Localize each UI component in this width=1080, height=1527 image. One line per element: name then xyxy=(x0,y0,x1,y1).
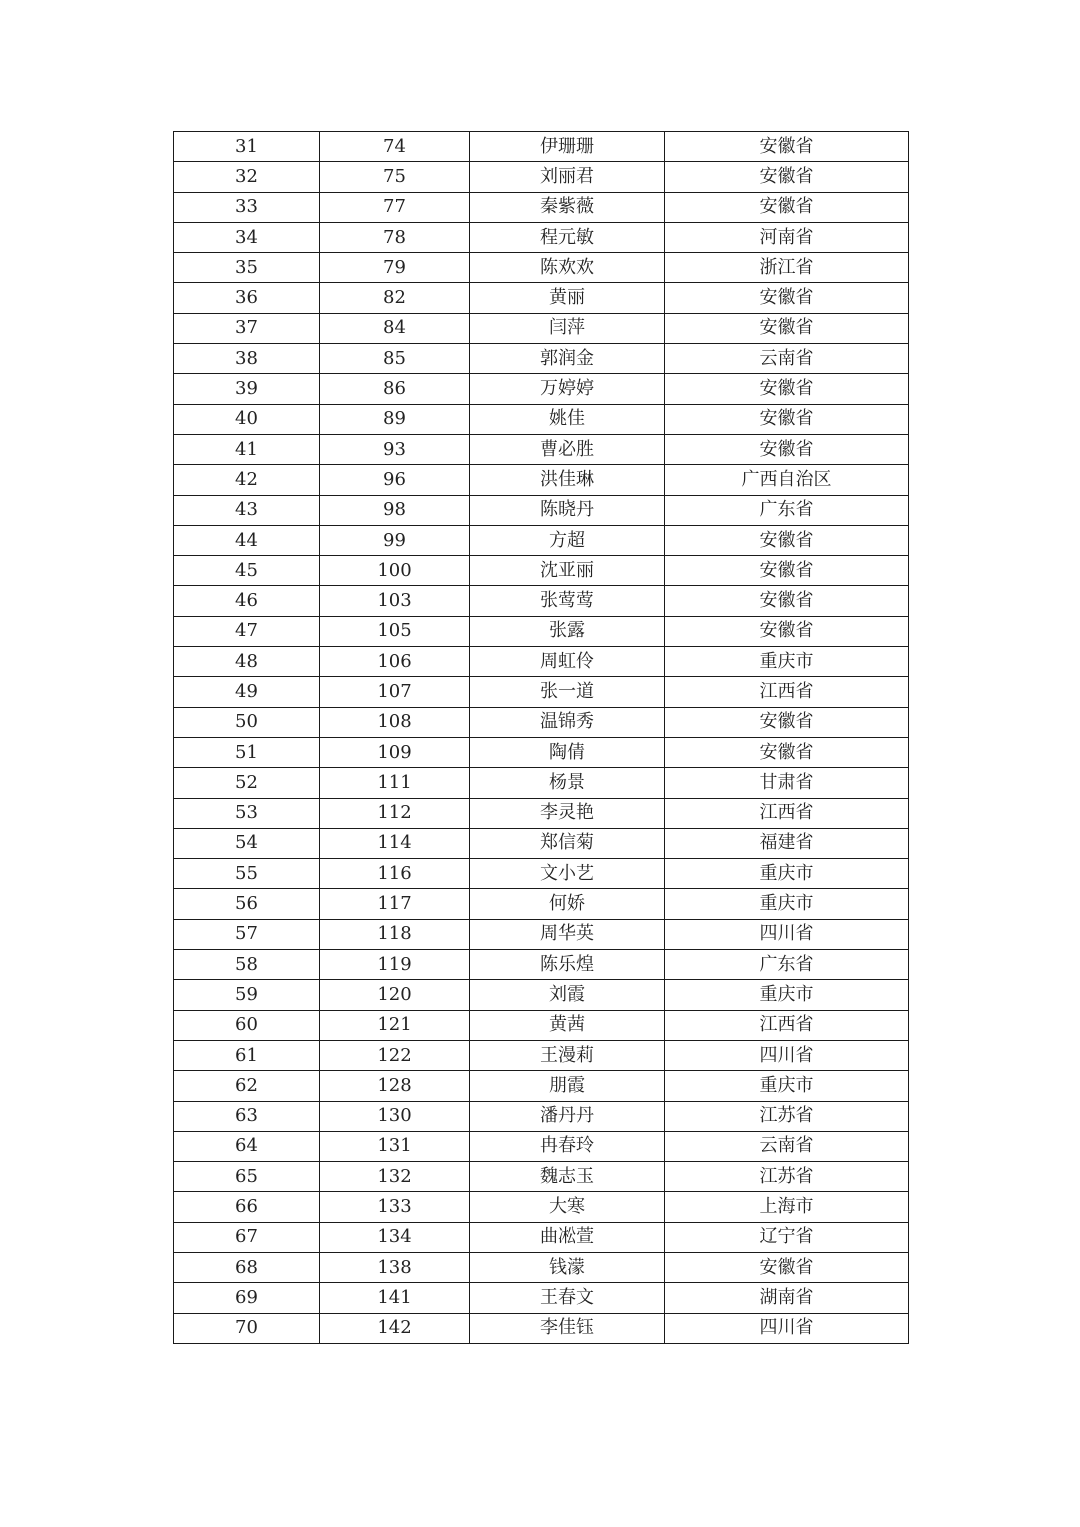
row-name-cell: 郑信菊 xyxy=(470,828,665,858)
table-row xyxy=(174,1101,909,1131)
row-name-cell: 温锦秀 xyxy=(470,707,665,737)
row-number-cell: 108 xyxy=(320,707,470,737)
row-seq-cell: 56 xyxy=(174,889,320,919)
table-row xyxy=(174,374,909,404)
row-seq-cell: 37 xyxy=(174,313,320,343)
row-number-cell: 141 xyxy=(320,1283,470,1313)
row-name-cell: 潘丹丹 xyxy=(470,1101,665,1131)
row-seq-cell: 58 xyxy=(174,950,320,980)
row-number-cell: 109 xyxy=(320,737,470,767)
row-seq-cell: 48 xyxy=(174,647,320,677)
row-number-cell: 98 xyxy=(320,495,470,525)
row-region-cell: 甘肃省 xyxy=(665,768,909,798)
row-name-cell: 郭润金 xyxy=(470,344,665,374)
table-row xyxy=(174,1071,909,1101)
row-name-cell: 大寒 xyxy=(470,1192,665,1222)
row-name-cell: 张露 xyxy=(470,616,665,646)
row-seq-cell: 59 xyxy=(174,980,320,1010)
row-seq-cell: 63 xyxy=(174,1101,320,1131)
row-number-cell: 86 xyxy=(320,374,470,404)
row-number-cell: 119 xyxy=(320,950,470,980)
row-region-cell: 安徽省 xyxy=(665,374,909,404)
row-number-cell: 133 xyxy=(320,1192,470,1222)
row-number-cell: 134 xyxy=(320,1222,470,1252)
row-seq-cell: 31 xyxy=(174,132,320,162)
row-name-cell: 王春文 xyxy=(470,1283,665,1313)
row-name-cell: 曲凇萱 xyxy=(470,1222,665,1252)
row-number-cell: 93 xyxy=(320,434,470,464)
row-seq-cell: 40 xyxy=(174,404,320,434)
table-row xyxy=(174,1283,909,1313)
row-number-cell: 121 xyxy=(320,1010,470,1040)
row-seq-cell: 57 xyxy=(174,919,320,949)
row-seq-cell: 69 xyxy=(174,1283,320,1313)
row-number-cell: 105 xyxy=(320,616,470,646)
row-seq-cell: 32 xyxy=(174,162,320,192)
table-row xyxy=(174,889,909,919)
row-number-cell: 130 xyxy=(320,1101,470,1131)
row-region-cell: 江西省 xyxy=(665,1010,909,1040)
table-row xyxy=(174,1131,909,1161)
row-seq-cell: 53 xyxy=(174,798,320,828)
row-number-cell: 100 xyxy=(320,556,470,586)
row-region-cell: 安徽省 xyxy=(665,313,909,343)
row-region-cell: 江西省 xyxy=(665,798,909,828)
row-number-cell: 103 xyxy=(320,586,470,616)
table-row xyxy=(174,980,909,1010)
row-region-cell: 广西自治区 xyxy=(665,465,909,495)
table-row xyxy=(174,737,909,767)
table-row xyxy=(174,1222,909,1252)
row-seq-cell: 42 xyxy=(174,465,320,495)
row-name-cell: 陶倩 xyxy=(470,737,665,767)
row-region-cell: 重庆市 xyxy=(665,889,909,919)
row-number-cell: 111 xyxy=(320,768,470,798)
row-number-cell: 128 xyxy=(320,1071,470,1101)
table-row xyxy=(174,1313,909,1343)
row-region-cell: 重庆市 xyxy=(665,859,909,889)
row-number-cell: 106 xyxy=(320,647,470,677)
row-number-cell: 132 xyxy=(320,1162,470,1192)
row-seq-cell: 68 xyxy=(174,1252,320,1282)
row-name-cell: 周华英 xyxy=(470,919,665,949)
row-number-cell: 96 xyxy=(320,465,470,495)
row-region-cell: 安徽省 xyxy=(665,586,909,616)
row-seq-cell: 33 xyxy=(174,192,320,222)
row-seq-cell: 67 xyxy=(174,1222,320,1252)
row-number-cell: 89 xyxy=(320,404,470,434)
row-number-cell: 84 xyxy=(320,313,470,343)
row-name-cell: 曹必胜 xyxy=(470,434,665,464)
table-row xyxy=(174,556,909,586)
row-seq-cell: 46 xyxy=(174,586,320,616)
table-row xyxy=(174,192,909,222)
table-row xyxy=(174,495,909,525)
table-row xyxy=(174,283,909,313)
row-region-cell: 四川省 xyxy=(665,1040,909,1070)
row-seq-cell: 35 xyxy=(174,253,320,283)
table-row xyxy=(174,162,909,192)
row-number-cell: 77 xyxy=(320,192,470,222)
row-number-cell: 120 xyxy=(320,980,470,1010)
row-name-cell: 李佳钰 xyxy=(470,1313,665,1343)
row-region-cell: 重庆市 xyxy=(665,1071,909,1101)
row-seq-cell: 64 xyxy=(174,1131,320,1161)
row-region-cell: 安徽省 xyxy=(665,737,909,767)
row-name-cell: 方超 xyxy=(470,525,665,555)
table-row xyxy=(174,1252,909,1282)
row-region-cell: 广东省 xyxy=(665,495,909,525)
row-number-cell: 116 xyxy=(320,859,470,889)
row-seq-cell: 47 xyxy=(174,616,320,646)
row-region-cell: 福建省 xyxy=(665,828,909,858)
row-name-cell: 闫萍 xyxy=(470,313,665,343)
row-name-cell: 姚佳 xyxy=(470,404,665,434)
row-seq-cell: 62 xyxy=(174,1071,320,1101)
row-seq-cell: 45 xyxy=(174,556,320,586)
row-seq-cell: 43 xyxy=(174,495,320,525)
row-seq-cell: 55 xyxy=(174,859,320,889)
row-number-cell: 114 xyxy=(320,828,470,858)
row-region-cell: 安徽省 xyxy=(665,707,909,737)
row-region-cell: 湖南省 xyxy=(665,1283,909,1313)
row-name-cell: 钱濛 xyxy=(470,1252,665,1282)
row-number-cell: 99 xyxy=(320,525,470,555)
table-row xyxy=(174,1010,909,1040)
row-number-cell: 74 xyxy=(320,132,470,162)
row-seq-cell: 51 xyxy=(174,737,320,767)
table-row xyxy=(174,919,909,949)
table-row xyxy=(174,222,909,252)
row-seq-cell: 49 xyxy=(174,677,320,707)
row-name-cell: 万婷婷 xyxy=(470,374,665,404)
table-row xyxy=(174,1040,909,1070)
table-row xyxy=(174,798,909,828)
row-name-cell: 黄茜 xyxy=(470,1010,665,1040)
row-name-cell: 魏志玉 xyxy=(470,1162,665,1192)
table-row xyxy=(174,859,909,889)
row-region-cell: 安徽省 xyxy=(665,616,909,646)
table-row xyxy=(174,616,909,646)
row-seq-cell: 60 xyxy=(174,1010,320,1040)
table-row xyxy=(174,404,909,434)
row-region-cell: 江西省 xyxy=(665,677,909,707)
row-name-cell: 刘霞 xyxy=(470,980,665,1010)
row-number-cell: 112 xyxy=(320,798,470,828)
row-region-cell: 四川省 xyxy=(665,919,909,949)
row-region-cell: 河南省 xyxy=(665,222,909,252)
row-region-cell: 广东省 xyxy=(665,950,909,980)
row-name-cell: 程元敏 xyxy=(470,222,665,252)
row-number-cell: 79 xyxy=(320,253,470,283)
row-region-cell: 上海市 xyxy=(665,1192,909,1222)
roster-table xyxy=(173,131,909,1344)
table-row xyxy=(174,677,909,707)
row-name-cell: 秦紫薇 xyxy=(470,192,665,222)
table-row xyxy=(174,950,909,980)
row-name-cell: 黄丽 xyxy=(470,283,665,313)
table-row xyxy=(174,768,909,798)
row-number-cell: 78 xyxy=(320,222,470,252)
row-seq-cell: 34 xyxy=(174,222,320,252)
row-region-cell: 江苏省 xyxy=(665,1101,909,1131)
row-name-cell: 冉春玲 xyxy=(470,1131,665,1161)
row-region-cell: 安徽省 xyxy=(665,162,909,192)
row-number-cell: 107 xyxy=(320,677,470,707)
row-number-cell: 122 xyxy=(320,1040,470,1070)
row-name-cell: 周虹伶 xyxy=(470,647,665,677)
row-region-cell: 安徽省 xyxy=(665,1252,909,1282)
row-seq-cell: 70 xyxy=(174,1313,320,1343)
row-seq-cell: 36 xyxy=(174,283,320,313)
table-row xyxy=(174,313,909,343)
row-number-cell: 142 xyxy=(320,1313,470,1343)
row-name-cell: 张莺莺 xyxy=(470,586,665,616)
row-region-cell: 安徽省 xyxy=(665,556,909,586)
row-seq-cell: 44 xyxy=(174,525,320,555)
row-seq-cell: 41 xyxy=(174,434,320,464)
row-name-cell: 李灵艳 xyxy=(470,798,665,828)
row-name-cell: 洪佳琳 xyxy=(470,465,665,495)
row-seq-cell: 54 xyxy=(174,828,320,858)
row-region-cell: 安徽省 xyxy=(665,404,909,434)
row-region-cell: 浙江省 xyxy=(665,253,909,283)
row-region-cell: 安徽省 xyxy=(665,525,909,555)
row-seq-cell: 65 xyxy=(174,1162,320,1192)
row-seq-cell: 39 xyxy=(174,374,320,404)
table-row xyxy=(174,132,909,162)
row-name-cell: 杨景 xyxy=(470,768,665,798)
roster-table-body xyxy=(174,132,909,1344)
row-name-cell: 王漫莉 xyxy=(470,1040,665,1070)
table-row xyxy=(174,1162,909,1192)
row-region-cell: 安徽省 xyxy=(665,132,909,162)
table-row xyxy=(174,253,909,283)
row-number-cell: 75 xyxy=(320,162,470,192)
row-name-cell: 张一道 xyxy=(470,677,665,707)
row-seq-cell: 52 xyxy=(174,768,320,798)
row-region-cell: 重庆市 xyxy=(665,980,909,1010)
row-seq-cell: 61 xyxy=(174,1040,320,1070)
table-row xyxy=(174,586,909,616)
row-region-cell: 四川省 xyxy=(665,1313,909,1343)
row-name-cell: 陈乐煌 xyxy=(470,950,665,980)
table-row xyxy=(174,1192,909,1222)
row-region-cell: 重庆市 xyxy=(665,647,909,677)
row-number-cell: 82 xyxy=(320,283,470,313)
table-row xyxy=(174,707,909,737)
row-name-cell: 伊珊珊 xyxy=(470,132,665,162)
row-name-cell: 陈晓丹 xyxy=(470,495,665,525)
row-name-cell: 朋霞 xyxy=(470,1071,665,1101)
row-number-cell: 117 xyxy=(320,889,470,919)
row-region-cell: 安徽省 xyxy=(665,283,909,313)
row-region-cell: 云南省 xyxy=(665,344,909,374)
row-number-cell: 118 xyxy=(320,919,470,949)
row-name-cell: 沈亚丽 xyxy=(470,556,665,586)
row-seq-cell: 50 xyxy=(174,707,320,737)
table-row xyxy=(174,828,909,858)
row-name-cell: 陈欢欢 xyxy=(470,253,665,283)
row-region-cell: 云南省 xyxy=(665,1131,909,1161)
row-number-cell: 131 xyxy=(320,1131,470,1161)
row-region-cell: 安徽省 xyxy=(665,434,909,464)
row-region-cell: 江苏省 xyxy=(665,1162,909,1192)
row-seq-cell: 66 xyxy=(174,1192,320,1222)
row-number-cell: 85 xyxy=(320,344,470,374)
row-seq-cell: 38 xyxy=(174,344,320,374)
table-row xyxy=(174,344,909,374)
table-row xyxy=(174,647,909,677)
row-name-cell: 何娇 xyxy=(470,889,665,919)
table-row xyxy=(174,465,909,495)
row-region-cell: 辽宁省 xyxy=(665,1222,909,1252)
row-name-cell: 文小艺 xyxy=(470,859,665,889)
table-row xyxy=(174,434,909,464)
row-name-cell: 刘丽君 xyxy=(470,162,665,192)
table-row xyxy=(174,525,909,555)
row-number-cell: 138 xyxy=(320,1252,470,1282)
row-region-cell: 安徽省 xyxy=(665,192,909,222)
